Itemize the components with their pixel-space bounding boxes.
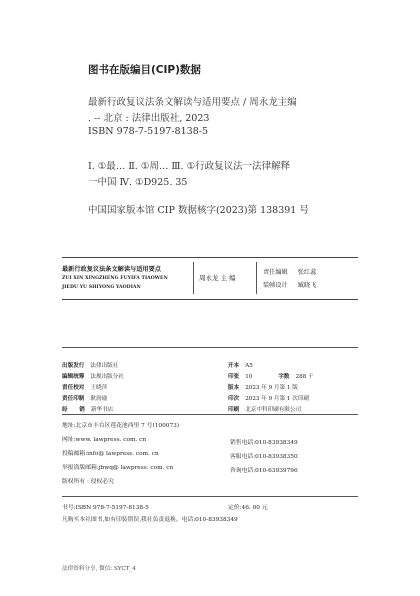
cip-title-line-1: 最新行政复议法条文解读与适用要点 / 周永龙主编 (88, 97, 297, 108)
box-top-rule (62, 257, 358, 258)
book-pinyin-line-2: JIEDU YU SHIYONG YAODIAN (62, 285, 141, 290)
format-label: 开本 (228, 363, 240, 369)
coordinator-value: 法规出版分社 (90, 374, 124, 380)
editor-name: 张红蕊 (297, 269, 317, 276)
cip-isbn: ISBN 978-7-5197-8138-5 (88, 126, 208, 137)
distributor-value: 新华书店 (90, 407, 114, 413)
rights-notice: 版权所有 · 侵权必究 (62, 479, 114, 485)
consult-phone: 咨询电话:010-63939796 (230, 468, 298, 474)
printer-value: 北京中科印刷有限公司 (245, 407, 302, 413)
word-count-label: 字数 (278, 374, 290, 380)
book-author: 周永龙 主 编 (199, 274, 236, 282)
report-email: 举报盗版邮箱:jbwq@ lawpress. com. cn (62, 465, 174, 471)
cip-library-record: 中国国家版本馆 CIP 数据核字(2023)第 138391 号 (88, 205, 309, 216)
publish-bottom-rule (62, 414, 358, 415)
box-divider-2 (256, 262, 257, 294)
cip-heading: 图书在版编目(CIP)数据 (88, 64, 201, 76)
footer-top-rule (62, 496, 358, 497)
designer-label: 装帧设计 (263, 282, 288, 289)
word-count-value: 288 千 (295, 374, 314, 380)
publish-info-left (62, 352, 124, 413)
publisher-value: 法律出版社 (90, 363, 119, 369)
cip-title-line-2: . -- 北京 : 法律出版社, 2023 (88, 113, 210, 124)
edition-label: 版本 (228, 385, 240, 391)
printing-manager-label: 责任印制 (62, 396, 85, 402)
sheets-value: 10 (245, 374, 253, 380)
sales-phone: 销售电话:010-83938349 (230, 440, 298, 446)
impression-label: 印次 (228, 396, 240, 402)
coordinator-label: 编辑统筹 (62, 374, 85, 380)
cip-subject-line-1: Ⅰ. ①最… Ⅱ. ①周… Ⅲ. ①行政复议法一法律解释 (88, 161, 291, 172)
return-notice: 凡购买本社图书,如有印装错误,我社负责退换。电话:010-83938349 (62, 517, 238, 523)
sheets-label: 印张 (228, 374, 240, 380)
box-divider-1 (193, 262, 194, 294)
book-pinyin-line-1: ZUI XIN XINGZHENG FUYIFA TIAOWEN (62, 276, 168, 281)
cip-subject-line-2: 一中国 Ⅳ. ①D925. 35 (88, 177, 188, 188)
submission-email: 投稿邮箱:info@ lawpress. com. cn (62, 451, 159, 457)
publish-top-rule (62, 347, 358, 348)
designer-name: 臧晓飞 (297, 282, 317, 289)
watermark-text: 法律资料分享, 微信: SYCT_4 (62, 566, 136, 572)
impression-value: 2023 年 9 月第 1 次印刷 (245, 396, 310, 402)
website: 网址:www. lawpress. com. cn (62, 437, 147, 443)
publish-info-right (228, 352, 314, 413)
box-bottom-rule (62, 299, 358, 300)
printing-manager-value: 耿润瑜 (90, 396, 108, 402)
service-phone: 客服电话:010-83938350 (230, 454, 298, 460)
distributor-label: 经 销 (62, 407, 85, 413)
format-value: A5 (245, 363, 253, 369)
proofreader-value: 王晓萍 (90, 385, 108, 391)
publisher-label: 出版发行 (62, 363, 85, 369)
book-number: 书号:ISBN 978-7-5197-8138-5 (62, 505, 149, 511)
book-title: 最新行政复议法条文解读与适用要点 (62, 266, 161, 273)
edition-value: 2023 年 9 月第 1 版 (245, 385, 298, 391)
address: 地址:北京市丰台区莲花池西里 7 号(100073) (62, 423, 180, 429)
price: 定价:46. 00 元 (228, 505, 268, 511)
editor-label: 责任编辑 (263, 269, 288, 276)
printer-label: 印刷 (228, 407, 240, 413)
proofreader-label: 责任校对 (62, 385, 85, 391)
